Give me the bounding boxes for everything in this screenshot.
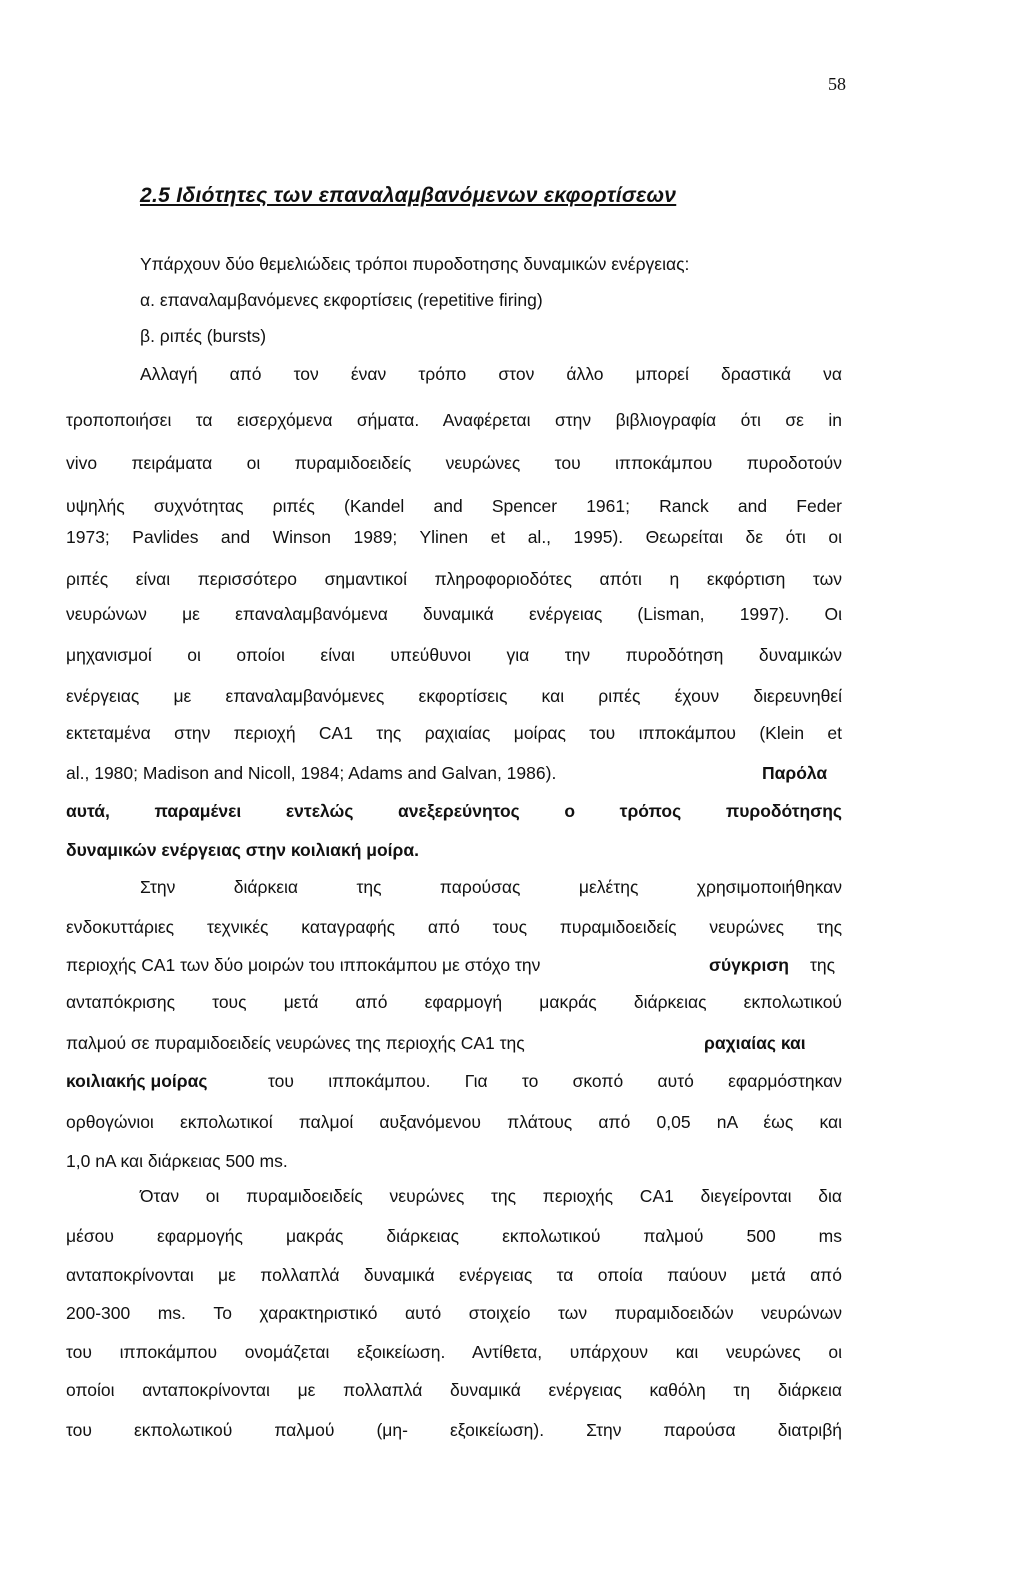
- emphasis-text: ραχιαίας και: [704, 1033, 806, 1053]
- text-line: 200-300 ms. Το χαρακτηριστικό αυτό στοιχείο των πυραμιδοειδών νευρώνων: [66, 1303, 842, 1323]
- emphasis-text: δυναμικών ενέργειας στην κοιλιακή μοίρα.: [66, 840, 419, 860]
- emphasis-text: σύγκριση: [709, 955, 789, 975]
- text-line: μηχανισμοί οι οποίοι είναι υπεύθυνοι για την πυροδότηση δυναμικών: [66, 645, 842, 665]
- text-line: ανταπόκρισης τους μετά από εφαρμογή μακράς διάρκειας εκπολωτικού: [66, 992, 842, 1012]
- text-line: τροποποιήσει τα εισερχόμενα σήματα. Αναφέρεται στην βιβλιογραφία ότι σε in: [66, 410, 842, 430]
- text-line: του εκπολωτικού παλμού (μη- εξοικείωση). Στην παρούσα διατριβή: [66, 1420, 842, 1440]
- text-line: εκτεταμένα στην περιοχή CA1 της ραχιαίας μοίρας του ιπποκάμπου (Klein et: [66, 723, 842, 743]
- text-line: παλμού σε πυραμιδοειδείς νευρώνες της περιοχής CA1 της: [66, 1033, 525, 1053]
- text-line: περιοχής CA1 των δύο μοιρών του ιπποκάμπου με στόχο την: [66, 955, 541, 975]
- text-line: ενέργειας με επαναλαμβανόμενες εκφορτίσεις και ριπές έχουν διερευνηθεί: [66, 686, 842, 706]
- text-line: οποίοι ανταποκρίνονται με πολλαπλά δυναμικά ενέργειας καθόλη τη διάρκεια: [66, 1380, 842, 1400]
- section-title: 2.5 Ιδιότητες των επαναλαμβανόμενων εκφορτίσεων: [140, 184, 677, 207]
- text-line: του ιπποκάμπου. Για το σκοπό αυτό εφαρμόστηκαν: [268, 1071, 842, 1091]
- text-line: ορθογώνιοι εκπολωτικοί παλμοί αυξανόμενου πλάτους από 0,05 nA έως και: [66, 1112, 842, 1132]
- text-line: vivo πειράματα οι πυραμιδοειδείς νευρώνες του ιπποκάμπου πυροδοτούν: [66, 453, 842, 473]
- text-line: υψηλής συχνότητας ριπές (Kandel and Spencer 1961; Ranck and Feder: [66, 496, 842, 516]
- text-line: β. ριπές (bursts): [140, 326, 267, 346]
- text-line: al., 1980; Madison and Nicoll, 1984; Adams and Galvan, 1986).: [66, 763, 557, 783]
- emphasis-text: κοιλιακής μοίρας: [66, 1071, 208, 1091]
- text-line: Υπάρχουν δύο θεμελιώδεις τρόποι πυροδοτησης δυναμικών ενέργειας:: [140, 254, 690, 274]
- text-line: 1973; Pavlides and Winson 1989; Ylinen et al., 1995). Θεωρείται δε ότι οι: [66, 527, 842, 547]
- text-line: Αλλαγή από τον έναν τρόπο στον άλλο μπορεί δραστικά να: [140, 364, 842, 384]
- emphasis-text: αυτά, παραμένει εντελώς ανεξερεύνητος ο τρόπος πυροδότησης: [66, 801, 842, 821]
- text-line: α. επαναλαμβανόμενες εκφορτίσεις (repetitive firing): [140, 290, 543, 310]
- text-line: Όταν οι πυραμιδοειδείς νευρώνες της περιοχής CA1 διεγείρονται δια: [140, 1186, 842, 1206]
- text-line: ανταποκρίνονται με πολλαπλά δυναμικά ενέργειας τα οποία παύουν μετά από: [66, 1265, 842, 1285]
- text-line: μέσου εφαρμογής μακράς διάρκειας εκπολωτικού παλμού 500 ms: [66, 1226, 842, 1246]
- text-line: ριπές είναι περισσότερο σημαντικοί πληροφοριοδότες απότι η εκφόρτιση των: [66, 569, 842, 589]
- page-number: 58: [828, 74, 846, 94]
- text-line: του ιπποκάμπου ονομάζεται εξοικείωση. Αντίθετα, υπάρχουν και νευρώνες οι: [66, 1342, 842, 1362]
- text-line: 1,0 nA και διάρκειας 500 ms.: [66, 1151, 288, 1171]
- text-line: Στην διάρκεια της παρούσας μελέτης χρησιμοποιήθηκαν: [140, 877, 842, 897]
- text-line: ενδοκυττάριες τεχνικές καταγραφής από τους πυραμιδοειδείς νευρώνες της: [66, 917, 842, 937]
- text-line: νευρώνων με επαναλαμβανόμενα δυναμικά ενέργειας (Lisman, 1997). Οι: [66, 604, 842, 624]
- text-line: της: [810, 955, 836, 975]
- emphasis-text: Παρόλα: [762, 763, 828, 783]
